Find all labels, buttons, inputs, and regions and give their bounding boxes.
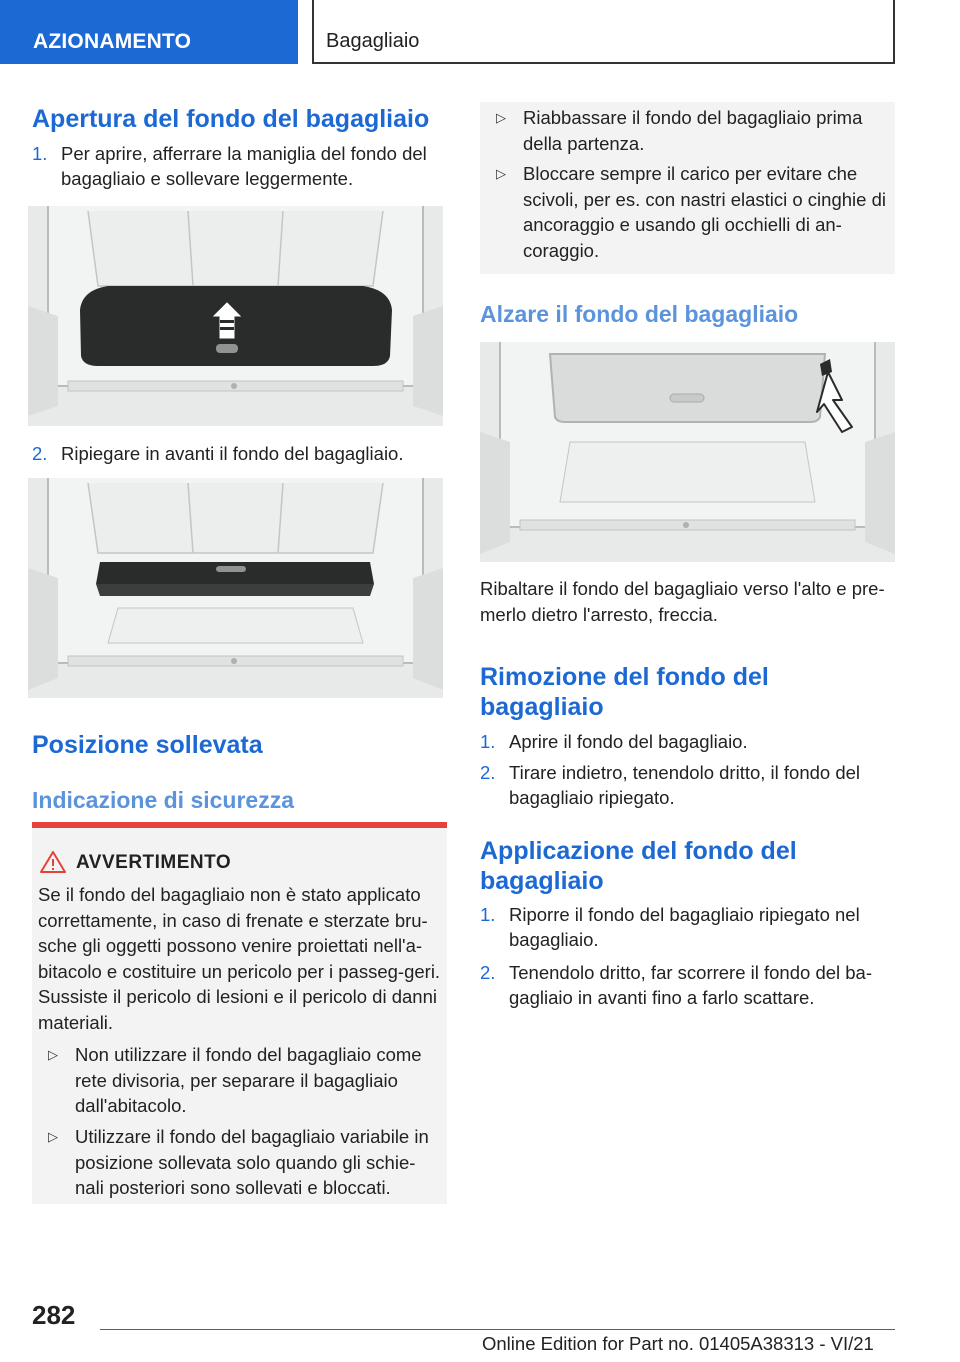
section-title-removal: Rimozione del fondo del bagagliaio <box>480 663 769 721</box>
step-text: Riporre il fondo del bagagliaio ripiegato nel bagagliaio. <box>509 904 860 950</box>
subsection-title-safety: Indicazione di sicurezza <box>32 787 295 813</box>
bullet-text: Utilizzare il fondo del bagagliaio variabile in posizione sollevata solo quando gli schie-nali posteriori sono sollevati e bloccati. <box>75 1126 429 1198</box>
warning-text: Se il fondo del bagagliaio non è stato applicato correttamente, in caso di frenate e sterzate bru-sche gli oggetti possono venire proiettati nell'a-bitacolo e costituire un pericolo per i passeg-geri. Sussiste il pericolo di lesioni e il pericolo di danni materiali. <box>38 884 441 1033</box>
section-title-raise: Alzare il fondo del bagagliaio <box>480 301 799 327</box>
step-2 <box>32 441 442 466</box>
section-title-apply: Applicazione del fondo del bagagliaio <box>480 837 797 895</box>
step-number: 2. <box>480 762 496 783</box>
removal-step-1 <box>480 729 890 754</box>
page-number: 282 <box>32 1300 76 1330</box>
apply-step-2 <box>480 960 890 1010</box>
step-text: Ripiegare in avanti il fondo del bagagliaio. <box>61 443 404 464</box>
raise-text: Ribaltare il fondo del bagagliaio verso l'alto e pre-merlo dietro l'arresto, freccia. <box>480 578 885 625</box>
bullet-text: Bloccare sempre il carico per evitare che scivoli, per es. con nastri elastici o cinghie di ancoraggio e usando gli occhielli di an-coraggio. <box>523 163 886 261</box>
section-tab: AZIONAMENTO <box>0 0 298 64</box>
section-title-raised: Posizione sollevata <box>32 731 263 759</box>
removal-step-2 <box>480 760 890 810</box>
triangle-bullet-icon: ▷ <box>496 166 506 181</box>
figure-trunk-floor-raised <box>480 342 895 562</box>
bullet-text: Riabbassare il fondo del bagagliaio prima della partenza. <box>523 107 863 154</box>
step-number: 1. <box>480 731 496 752</box>
footer-edition: Online Edition for Part no. 01405A38313 - VI/21 <box>482 1333 874 1354</box>
figure-trunk-floor-handle <box>28 206 443 426</box>
step-text: Per aprire, afferrare la maniglia del fondo del bagagliaio e sollevare leggermente. <box>61 143 427 189</box>
warning-title: AVVERTIMENTO <box>76 852 232 873</box>
step-text: Tirare indietro, tenendolo dritto, il fondo del bagagliaio ripiegato. <box>509 762 861 808</box>
step-text: Tenendolo dritto, far scorrere il fondo del ba-gagliaio in avanti fino a farlo scattare. <box>509 962 873 1008</box>
step-text: Aprire il fondo del bagagliaio. <box>509 731 748 752</box>
footer-divider <box>100 1329 895 1330</box>
step-number: 1. <box>480 904 496 925</box>
warning-bullet <box>48 1042 443 1119</box>
bullet-text: Non utilizzare il fondo del bagagliaio come rete divisoria, per separare il bagagliaio dall'abitacolo. <box>75 1044 422 1116</box>
step-number: 2. <box>32 443 48 464</box>
step-1 <box>32 141 442 191</box>
step-number: 2. <box>480 962 496 983</box>
chapter-header: Bagagliaio <box>312 0 895 64</box>
triangle-bullet-icon: ▷ <box>496 110 506 125</box>
warning-triangle-icon <box>40 851 66 878</box>
step-number: 1. <box>32 143 48 164</box>
warning-bullet <box>48 1124 443 1201</box>
triangle-bullet-icon: ▷ <box>48 1129 58 1144</box>
warning-bullet <box>496 161 886 263</box>
warning-bullet <box>496 105 886 156</box>
apply-step-1 <box>480 902 890 952</box>
triangle-bullet-icon: ▷ <box>48 1047 58 1062</box>
section-title-opening: Apertura del fondo del bagagliaio <box>32 105 430 133</box>
figure-trunk-floor-folded <box>28 478 443 698</box>
